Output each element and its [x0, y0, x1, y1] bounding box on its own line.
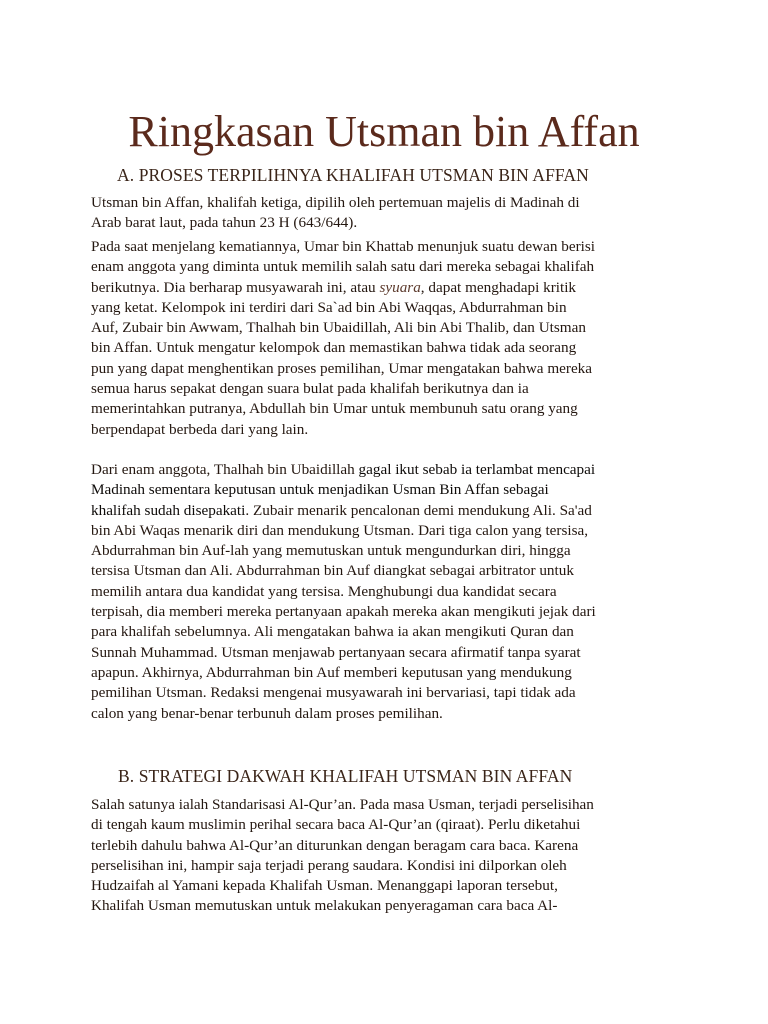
- highlighted-text: khalifah sudah disepakati: [91, 501, 246, 519]
- text-line: Madinah sementara keputusan untuk menjadikan Usman Bin Affan sebagai: [91, 481, 549, 499]
- text-line: [91, 278, 691, 298]
- text-line: memerintahkan putranya, Abdullah bin Umar untuk membunuh satu orang yang: [91, 400, 578, 418]
- text-line: memilih antara dua kandidat yang tersisa. Menghubungi dua kandidat secara: [91, 582, 557, 600]
- text-line: Abdurrahman bin Auf-lah yang memutuskan untuk mengundurkan diri, hingga: [91, 542, 571, 560]
- text-line: semua harus sepakat dengan suara bulat pada khalifah berikutnya dan ia: [91, 380, 529, 398]
- text-fragment: berikutnya. Dia berharap musyawarah ini, atau: [91, 278, 380, 296]
- text-line: Khalifah Usman memutuskan untuk melakukan penyeragaman cara baca Al-: [91, 897, 558, 915]
- syuara-term: syuara: [379, 278, 421, 296]
- text-line: perselisihan ini, hampir saja terjadi perang saudara. Kondisi ini dilporkan oleh: [91, 856, 567, 874]
- section-a-paragraph-1: [91, 193, 691, 234]
- text-fragment: . Zubair menarik pencalonan demi mendukung Ali. Sa'ad: [245, 501, 592, 519]
- text-line: apapun. Akhirnya, Abdurrahman bin Auf memberi keputusan yang mendukung: [91, 663, 572, 681]
- text-line: para khalifah sebelumnya. Ali mengatakan bahwa ia akan mengikuti Quran dan: [91, 623, 574, 641]
- section-a-paragraph-3: [91, 460, 691, 724]
- text-line: pemilihan Utsman. Redaksi mengenai musyawarah ini bervariasi, tapi tidak ada: [91, 684, 576, 702]
- text-line: Hudzaifah al Yamani kepada Khalifah Usman. Menanggapi laporan tersebut,: [91, 877, 558, 895]
- section-b-heading: B. STRATEGI DAKWAH KHALIFAH UTSMAN BIN AFFAN: [118, 766, 573, 786]
- text-line: calon yang benar-benar terbunuh dalam proses pemilihan.: [91, 704, 443, 722]
- text-line: [91, 501, 691, 521]
- text-fragment: , dapat menghadapi kritik: [420, 278, 577, 296]
- text-line: Pada saat menjelang kematiannya, Umar bin Khattab menunjuk suatu dewan berisi: [91, 238, 595, 255]
- text-line: bin Affan. Untuk mengatur kelompok dan memastikan bahwa tidak ada seorang: [91, 339, 577, 357]
- text-line: terlebih dahulu bahwa Al-Qur’an diturunkan dengan beragam cara baca. Karena: [91, 836, 579, 854]
- highlighted-text: gagal ikut sebab ia terlambat mencapai: [358, 461, 596, 478]
- text-line: yang ketat. Kelompok ini terdiri dari Sa`ad bin Abi Waqqas, Abdurrahman bin: [91, 298, 567, 316]
- text-line: Auf, Zubair bin Awwam, Thalhah bin Ubaidillah, Ali bin Abi Thalib, dan Utsman: [91, 319, 586, 337]
- text-line: di tengah kaum muslimin perihal secara baca Al-Qur’an (qiraat). Perlu diketahui: [91, 816, 581, 834]
- section-b-paragraph-1: [91, 795, 691, 917]
- text-line: Utsman bin Affan, khalifah ketiga, dipilih oleh pertemuan majelis di Madinah di: [91, 194, 580, 211]
- text-line: berpendapat berbeda dari yang lain.: [91, 420, 309, 438]
- text-line: Salah satunya ialah Standarisasi Al-Qur’an. Pada masa Usman, terjadi perselisihan: [91, 796, 594, 813]
- text-line: [91, 460, 691, 480]
- text-fragment: Dari enam anggota, Thalhah bin Ubaidillah: [91, 461, 359, 478]
- text-line: Arab barat laut, pada tahun 23 H (643/644).: [91, 214, 358, 232]
- text-line: tersisa Utsman dan Ali. Abdurrahman bin Auf diangkat sebagai arbitrator untuk: [91, 562, 574, 580]
- text-line: bin Abi Waqas menarik diri dan mendukung Utsman. Dari tiga calon yang tersisa,: [91, 521, 589, 539]
- section-a-heading: A. PROSES TERPILIHNYA KHALIFAH UTSMAN BIN AFFAN: [117, 165, 589, 185]
- text-line: Sunnah Muhammad. Utsman menjawab pertanyaan secara afirmatif tanpa syarat: [91, 643, 581, 661]
- page-title: Ringkasan Utsman bin Affan: [128, 107, 640, 156]
- text-line: enam anggota yang diminta untuk memilih salah satu dari mereka sebagai khalifah: [91, 258, 595, 276]
- section-a-paragraph-2: [91, 237, 691, 440]
- text-line: terpisah, dia memberi mereka pertanyaan apakah mereka akan mengikuti jejak dari: [91, 603, 596, 621]
- text-line: pun yang dapat menghentikan proses pemilihan, Umar mengatakan bahwa mereka: [91, 359, 593, 377]
